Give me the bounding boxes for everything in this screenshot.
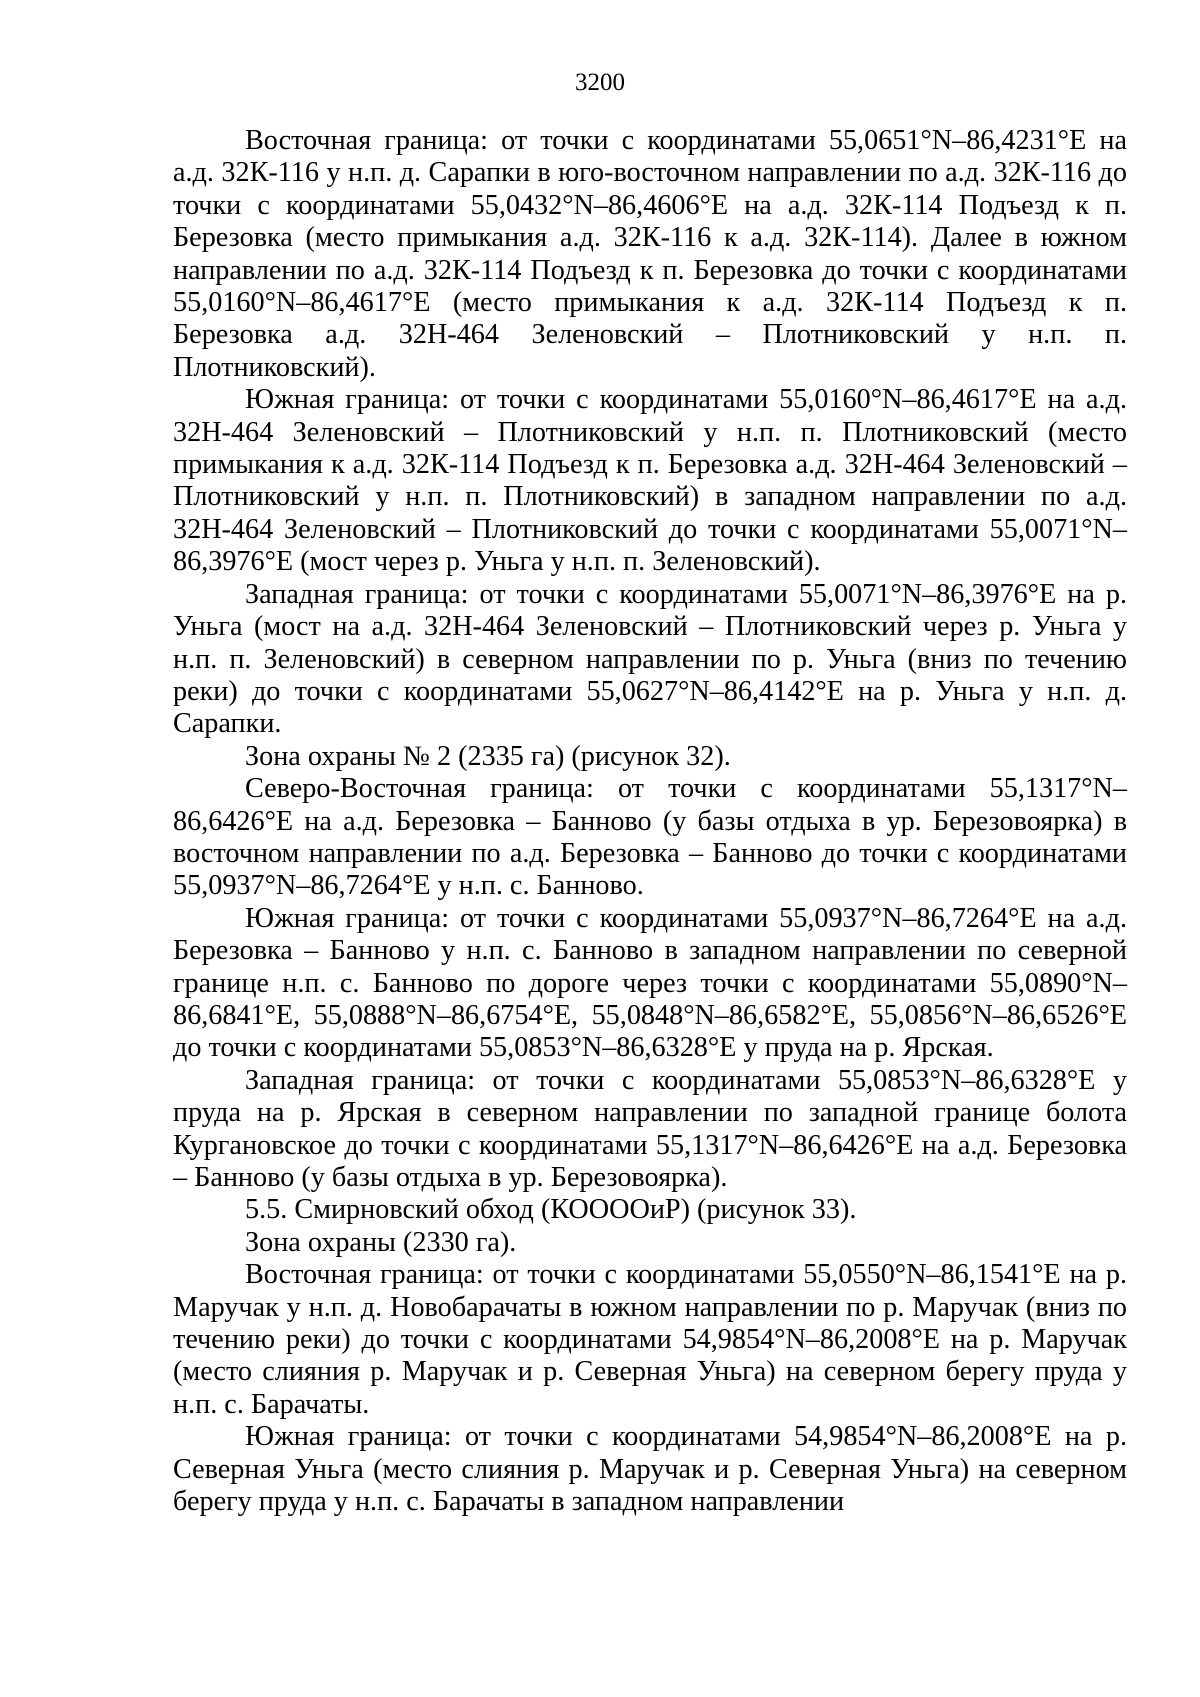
paragraph-northeast-boundary-2: Северо-Восточная граница: от точки с координатами 55,1317°N–86,6426°E на а.д. Березовка – Банново (у базы отдыха в ур. Березовоярка) в восточном направлении по а.д. Березовка – Банново до точки с координатами 55,0937°N–86,7264°E у н.п. с. Банново. (173, 773, 1127, 902)
paragraph-south-boundary-3: Южная граница: от точки с координатами 54,9854°N–86,2008°E на р. Северная Уньга (место слияния р. Маручак и р. Северная Уньга) на северном берегу пруда у н.п. с. Барачаты в западном направлении (173, 1421, 1127, 1518)
paragraph-west-boundary-2: Западная граница: от точки с координатами 55,0853°N–86,6328°E у пруда на р. Ярская в северном направлении по западной границе болота Кургановское до точки с координатами 55,1317°N–86,6426°E на а.д. Березовка – Банново (у базы отдыха в ур. Березовоярка). (173, 1064, 1127, 1193)
paragraph-south-boundary-1: Южная граница: от точки с координатами 55,0160°N–86,4617°E на а.д. 32Н-464 Зеленовский – Плотниковский у н.п. п. Плотниковский (место примыкания к а.д. 32К-114 Подъезд к п. Березовка а.д. 32Н-464 Зеленовский – Плотниковский у н.п. п. Плотниковский) в западном направлении по а.д. 32Н-464 Зеленовский – Плотниковский до точки с координатами 55,0071°N–86,3976°E (мост через р. Уньга у н.п. п. Зеленовский). (173, 384, 1127, 578)
paragraph-west-boundary-1: Западная граница: от точки с координатами 55,0071°N–86,3976°E на р. Уньга (мост на а.д. 32Н-464 Зеленовский – Плотниковский через р. Уньга у н.п. п. Зеленовский) в северном направлении по р. Уньга (вниз по течению реки) до точки с координатами 55,0627°N–86,4142°E на р. Уньга у н.п. д. Сарапки. (173, 578, 1127, 740)
paragraph-south-boundary-2: Южная граница: от точки с координатами 55,0937°N–86,7264°E на а.д. Березовка – Банново у н.п. с. Банново в западном направлении по северной границе н.п. с. Банново по дороге через точки с координатами 55,0890°N–86,6841°E, 55,0888°N–86,6754°E, 55,0848°N–86,6582°E, 55,0856°N–86,6526°E до точки с координатами 55,0853°N–86,6328°E у пруда на р. Ярская. (173, 902, 1127, 1064)
page-number: 3200 (575, 69, 625, 96)
document-body (173, 125, 1127, 1518)
paragraph-east-boundary-1: Восточная граница: от точки с координатами 55,0651°N–86,4231°E на а.д. 32К-116 у н.п. д. Сарапки в юго-восточном направлении по а.д. 32К-116 до точки с координатами 55,0432°N–86,4606°E на а.д. 32К-114 Подъезд к п. Березовка (место примыкания а.д. 32К-116 к а.д. 32К-114). Далее в южном направлении по а.д. 32К-114 Подъезд к п. Березовка до точки с координатами 55,0160°N–86,4617°E (место примыкания к а.д. 32К-114 Подъезд к п. Березовка а.д. 32Н-464 Зеленовский – Плотниковский у н.п. п. Плотниковский). (173, 125, 1127, 383)
paragraph-zone-2-heading: Зона охраны № 2 (2335 га) (рисунок 32). (245, 740, 731, 772)
paragraph-east-boundary-3: Восточная граница: от точки с координатами 55,0550°N–86,1541°E на р. Маручак у н.п. д. Новобарачаты в южном направлении по р. Маручак (вниз по течению реки) до точки с координатами 54,9854°N–86,2008°E на р. Маручак (место слияния р. Маручак и р. Северная Уньга) на северном берегу пруда у н.п. с. Барачаты. (173, 1259, 1127, 1420)
paragraph-section-5-5-heading: 5.5. Смирновский обход (КООООиР) (рисунок 33). (245, 1194, 857, 1226)
paragraph-zone-heading: Зона охраны (2330 га). (245, 1226, 517, 1258)
